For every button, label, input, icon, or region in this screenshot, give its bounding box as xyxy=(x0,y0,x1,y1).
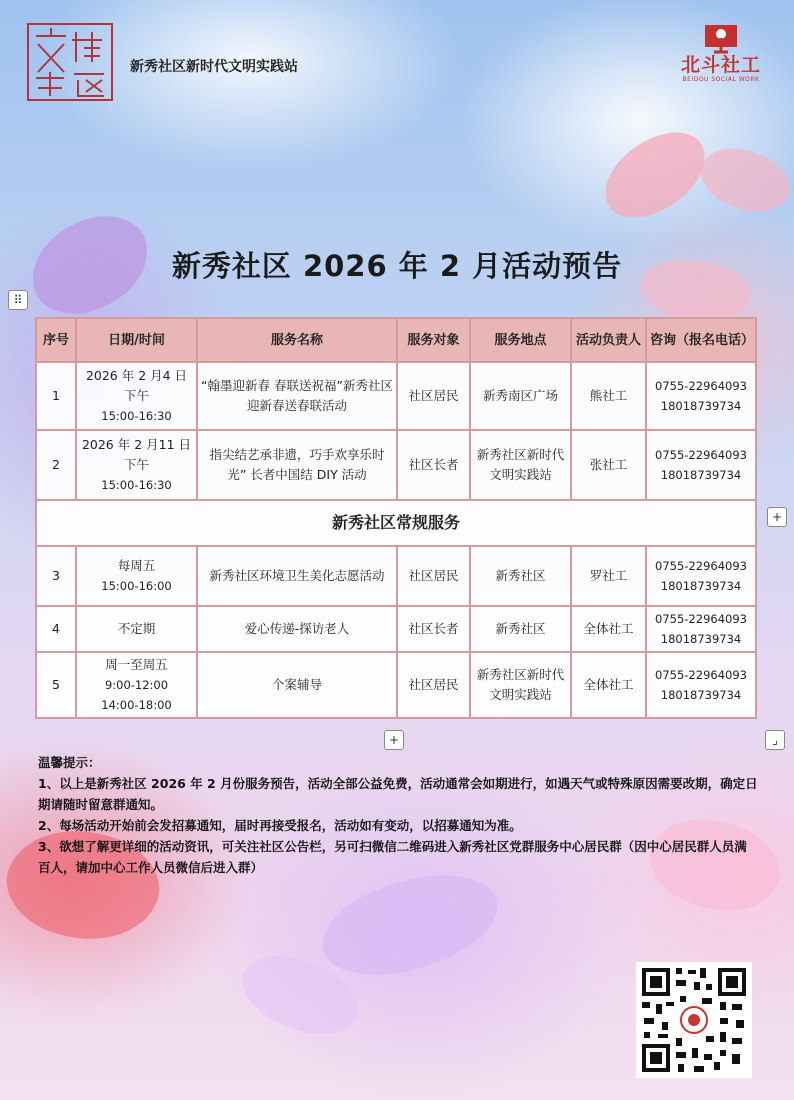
row-number: 3 xyxy=(36,546,76,606)
date-text: 不定期 xyxy=(117,621,156,636)
organization-name: 新秀社区新时代文明实践站 xyxy=(130,59,298,75)
date-text: 每周五 xyxy=(117,558,156,573)
schedule-table xyxy=(35,317,757,719)
service-leader: 全体社工 xyxy=(571,606,646,652)
date-cell xyxy=(76,546,197,606)
service-target: 社区长者 xyxy=(397,430,470,500)
table-row xyxy=(36,362,756,430)
wechat-qr-code xyxy=(636,962,752,1078)
add-row-button[interactable]: + xyxy=(384,730,404,750)
service-leader: 张社工 xyxy=(571,430,646,500)
time-text: 15:00-16:00 xyxy=(101,579,172,593)
beidou-emblem-icon xyxy=(704,24,738,54)
phone-mobile: 18018739734 xyxy=(660,688,742,702)
time-text: 15:00-16:30 xyxy=(101,409,172,423)
date-cell xyxy=(76,606,197,652)
phone-landline: 0755-22964093 xyxy=(655,612,747,626)
header-cell: 日期/时间 xyxy=(76,318,197,362)
service-place: 新秀社区新时代文明实践站 xyxy=(470,430,571,500)
tip-item: 3、欲想了解更详细的活动资讯，可关注社区公告栏，另可扫微信二维码进入新秀社区党群服务中心居民群（因中心居民群人员满百人，请加中心工作人员微信后进入群） xyxy=(38,839,747,875)
service-name: 个案辅导 xyxy=(197,652,397,718)
header-cell: 服务地点 xyxy=(470,318,571,362)
service-place: 新秀社区 xyxy=(470,546,571,606)
service-name: 新秀社区环境卫生美化志愿活动 xyxy=(197,546,397,606)
service-leader: 罗社工 xyxy=(571,546,646,606)
table-header-row xyxy=(36,318,756,362)
service-target: 社区居民 xyxy=(397,362,470,430)
service-target: 社区居民 xyxy=(397,546,470,606)
petal-decoration xyxy=(314,865,507,985)
date-text: 2026 年 2 月11 日 xyxy=(81,437,192,452)
phone-mobile: 18018739734 xyxy=(660,399,742,413)
row-number: 4 xyxy=(36,606,76,652)
period-text: 下午 xyxy=(123,388,149,403)
row-number: 5 xyxy=(36,652,76,718)
phone-mobile: 18018739734 xyxy=(660,579,742,593)
header-cell: 咨询（报名电话） xyxy=(646,318,756,362)
date-cell xyxy=(76,362,197,430)
phone-landline: 0755-22964093 xyxy=(655,668,747,682)
tip-item: 2、每场活动开始前会发招募通知，届时再接受报名，活动如有变动，以招募通知为准。 xyxy=(38,818,522,833)
phone-landline: 0755-22964093 xyxy=(655,448,747,462)
header-cell: 服务名称 xyxy=(197,318,397,362)
time-text: 9:00-12:00 xyxy=(104,678,169,692)
phone-landline: 0755-22964093 xyxy=(655,379,747,393)
partner-name-cn: 北斗社工 xyxy=(680,54,761,76)
contact-cell xyxy=(646,362,756,430)
service-name: 指尖结艺承非遗，巧手欢享乐时光” 长者中国结 DIY 活动 xyxy=(197,430,397,500)
phone-mobile: 18018739734 xyxy=(660,632,742,646)
table-row xyxy=(36,606,756,652)
row-number: 2 xyxy=(36,430,76,500)
header-cell: 活动负责人 xyxy=(571,318,646,362)
date-text: 2026 年 2 月4 日 xyxy=(85,368,188,383)
beidou-social-work-logo xyxy=(676,24,766,92)
contact-cell xyxy=(646,546,756,606)
table-row xyxy=(36,546,756,606)
date-text: 周一至周五 xyxy=(105,657,168,672)
time-text: 15:00-16:30 xyxy=(101,478,172,492)
date-cell xyxy=(76,430,197,500)
service-place: 新秀南区广场 xyxy=(470,362,571,430)
drag-dots-icon[interactable]: ⠿ xyxy=(8,290,28,310)
tips-heading: 温馨提示： xyxy=(38,755,101,770)
row-number: 1 xyxy=(36,362,76,430)
contact-cell xyxy=(646,652,756,718)
petal-decoration xyxy=(691,132,794,229)
phone-mobile: 18018739734 xyxy=(660,468,742,482)
header-cell: 服务对象 xyxy=(397,318,470,362)
table-row xyxy=(36,652,756,718)
civilization-practice-logo xyxy=(26,22,114,102)
service-target: 社区长者 xyxy=(397,606,470,652)
tip-item: 1、以上是新秀社区 2026 年 2 月份服务预告，活动全部公益免费，活动通常会如期进行，如遇天气或特殊原因需要改期，确定日期请随时留意群通知。 xyxy=(38,776,758,812)
section-title: 新秀社区常规服务 xyxy=(36,500,756,546)
period-text: 下午 xyxy=(123,457,149,472)
contact-cell xyxy=(646,430,756,500)
tips-section xyxy=(38,752,758,878)
date-cell xyxy=(76,652,197,718)
add-column-button[interactable]: + xyxy=(767,507,787,527)
page-title: 新秀社区 2026 年 2 月活动预告 xyxy=(171,249,623,283)
service-place: 新秀社区新时代文明实践站 xyxy=(470,652,571,718)
table-row xyxy=(36,430,756,500)
service-name: 爱心传递-探访老人 xyxy=(197,606,397,652)
contact-cell xyxy=(646,606,756,652)
phone-landline: 0755-22964093 xyxy=(655,559,747,573)
section-row xyxy=(36,500,756,546)
resize-corner-icon[interactable]: ⌟ xyxy=(765,730,785,750)
service-target: 社区居民 xyxy=(397,652,470,718)
header-cell: 序号 xyxy=(36,318,76,362)
partner-name-en: BEIDOU SOCIAL WORK xyxy=(682,76,760,83)
service-leader: 全体社工 xyxy=(571,652,646,718)
service-leader: 熊社工 xyxy=(571,362,646,430)
service-name: “翰墨迎新春 春联送祝福”新秀社区迎新春送春联活动 xyxy=(197,362,397,430)
time-text: 14:00-18:00 xyxy=(101,698,172,712)
service-place: 新秀社区 xyxy=(470,606,571,652)
